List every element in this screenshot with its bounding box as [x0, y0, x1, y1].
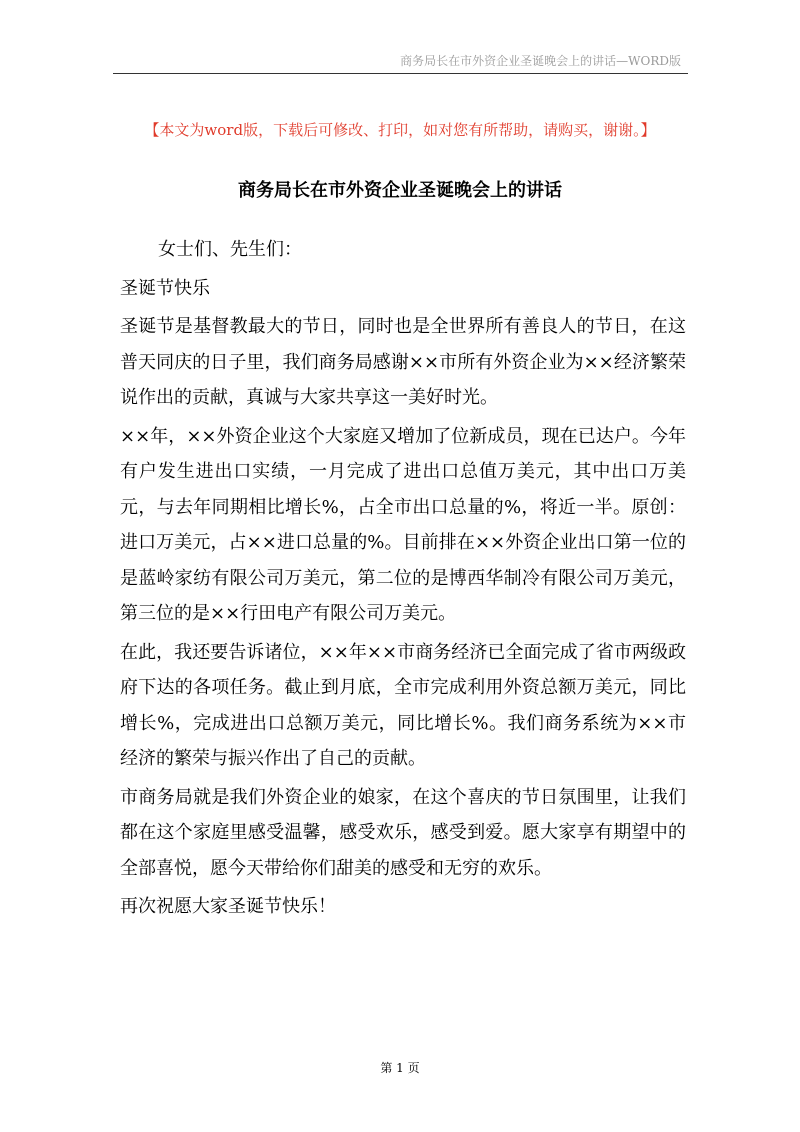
page-title: 商务局长在市外资企业圣诞晚会上的讲话: [238, 180, 562, 201]
running-header: 商务局长在市外资企业圣诞晚会上的讲话—WORD版: [400, 54, 681, 68]
paragraph: 圣诞节是基督教最大的节日，同时也是全世界所有善良人的节日，在这普天同庆的日子里，我们商务局感谢××市所有外资企业为××经济繁荣说作出的贡献，真诚与大家共享这一美好时光。: [120, 316, 686, 408]
paragraph: ××年，××外资企业这个大家庭又增加了位新成员，现在已达户。今年有户发生进出口实绩，一月完成了进出口总值万美元，其中出口万美元，与去年同期相比增长%，占全市出口总量的%，将近一半。原创：进口万美元，占××进口总量的%。目前排在××外资企业出口第一位的是蓝岭家纺有限公司万美元，第二位的是博西华制冷有限公司万美元，第三位的是××行田电产有限公司万美元。: [120, 425, 686, 624]
page-number: 第 1 页: [380, 1061, 420, 1075]
paragraph: 圣诞节快乐: [120, 277, 210, 299]
closing-line: 再次祝愿大家圣诞节快乐！: [120, 896, 336, 917]
body-text: [120, 232, 686, 928]
salutation: 女士们、先生们：: [158, 239, 302, 260]
paragraph: 市商务局就是我们外资企业的娘家，在这个喜庆的节日氛围里，让我们都在这个家庭里感受温馨，感受欢乐，感受到爱。愿大家享有期望中的全部喜悦，愿今天带给你们甜美的感受和无穷的欢乐。: [120, 786, 686, 879]
header-rule: [113, 73, 688, 74]
paragraph: 在此，我还要告诉诸位，××年××市商务经济已全面完成了省市两级政府下达的各项任务。截止到月底，全市完成利用外资总额万美元，同比增长%，完成进出口总额万美元，同比增长%。我们商务系统为××市经济的繁荣与振兴作出了自己的贡献。: [120, 641, 686, 769]
download-notice: 【本文为word版，下载后可修改、打印，如对您有所帮助，请购买，谢谢。】: [144, 121, 656, 139]
